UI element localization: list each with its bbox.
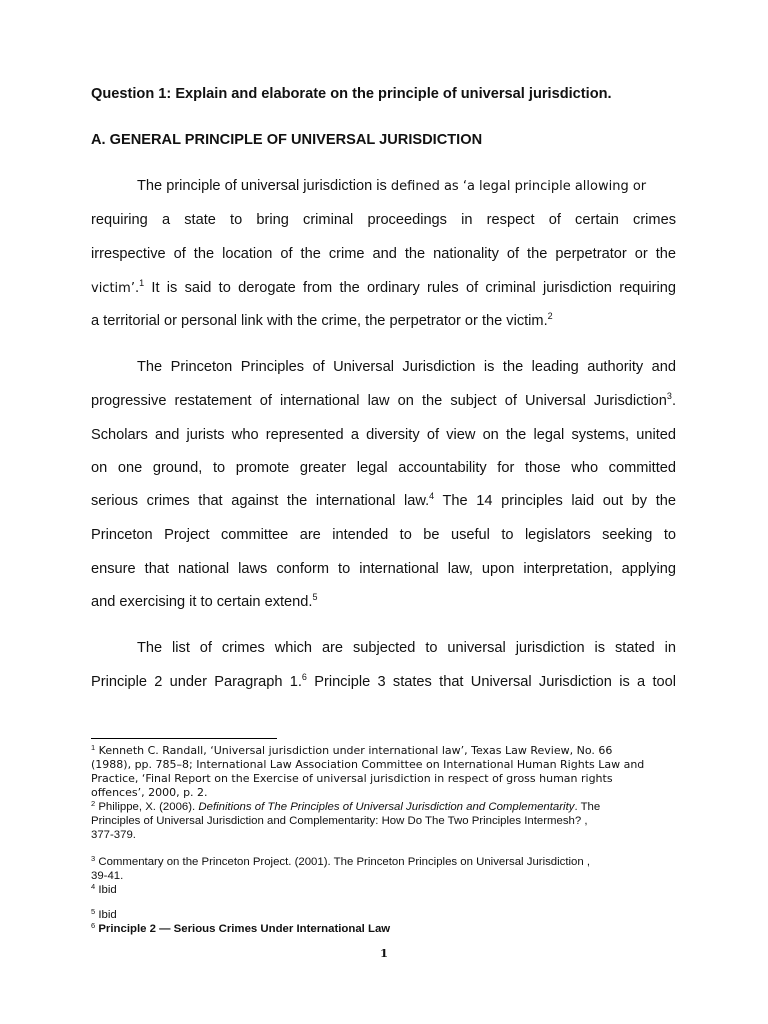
footnote-text: offences’, 2000, p. 2. [91,786,208,799]
paragraph-2-line-8 [91,593,676,611]
paragraph-2-line-2 [91,392,676,410]
footnote-text: Philippe, X. (2006). [95,801,199,813]
paragraph-2-line-6: Princeton Project committee are intended to be useful to legislators seeking to [91,527,676,543]
text-run: and exercising it to certain extend. [91,594,313,610]
paragraph-1-line-5 [91,312,676,330]
paragraph-1-line-2: requiring a state to bring criminal proceedings in respect of certain crimes [91,212,676,228]
footnote-text: Ibid [95,884,117,896]
page-number: 1 [379,946,388,960]
footnote-ref-3[interactable]: 3 [666,391,672,401]
paragraph-2-line-5 [91,492,676,510]
section-heading: A. GENERAL PRINCIPLE OF UNIVERSAL JURISDICTION [91,132,483,148]
footnote-ref-1[interactable]: 1 [139,278,145,288]
paragraph-3-line-2 [91,673,676,691]
paragraph-1-line-4 [91,279,676,298]
footnote-ref-5[interactable]: 5 [312,592,318,602]
text-run: progressive restatement of international law on the subject of Universal Jurisdiction [91,393,667,409]
footnote-text: Principles of Universal Jurisdiction and Complementarity: How Do The Two Principles Intermesh? , [91,815,588,827]
paragraph-2-line-7: ensure that national laws conform to international law, upon interpretation, applying [91,561,676,577]
footnote-number: 3 [91,854,96,863]
text-run: a territorial or personal link with the crime, the perpetrator or the victim. [91,313,548,329]
paragraph-1-line-3: irrespective of the location of the crime and the nationality of the perpetrator or the [91,246,676,262]
text-run: Principle 2 under Paragraph 1. [91,674,302,690]
footnote-text: 39-41. [91,870,124,882]
footnote-number: 2 [91,799,96,808]
footnote-text: Principle 2 — Serious Crimes Under International Law [95,923,391,935]
footnote-text: (1988), pp. 785–8; International Law Association Committee on International Human Rights Law and [91,758,645,771]
text-run: The 14 principles laid out by the [434,493,676,509]
paragraph-3-line-1: The list of crimes which are subjected to universal jurisdiction is stated in [137,640,676,656]
text-run: serious crimes that against the international law. [91,493,430,509]
question-heading: Question 1: Explain and elaborate on the principle of universal jurisdiction. [91,86,612,102]
paragraph-2-line-3: Scholars and jurists who represented a diversity of view on the legal systems, united [91,427,676,443]
paragraph-2-line-1: The Princeton Principles of Universal Jurisdiction is the leading authority and [137,359,676,375]
text-run: Principle 3 states that Universal Jurisdiction is a tool [306,674,676,690]
footnote-separator [91,738,277,739]
footnote-text: . The [574,801,601,813]
text-run: . [671,393,676,409]
footnote-ref-4[interactable]: 4 [429,491,435,501]
quoted-definition: defined as ‘a legal principle allowing or [390,179,647,194]
footnote-3 [91,855,681,883]
paragraph-2-line-4: on one ground, to promote greater legal accountability for those who committed [91,460,676,476]
text-run: It is said to derogate from the ordinary rules of criminal jurisdiction requiring [144,280,676,296]
footnote-text: Kenneth C. Randall, ‘Universal jurisdiction under international law’, Texas Law Review, No. 66 [95,744,613,757]
footnote-1 [91,744,681,800]
footnote-5 [91,908,681,922]
footnote-number: 5 [91,907,96,916]
footnote-2 [91,800,681,842]
footnote-number: 1 [91,743,96,752]
footnote-ref-6[interactable]: 6 [301,672,307,682]
paragraph-1-line-1 [91,177,676,196]
footnote-title: Definitions of The Principles of Universal Jurisdiction and Complementarity [198,801,575,813]
footnote-6 [91,922,681,936]
text-run: The principle of universal jurisdiction is [137,178,391,194]
footnote-text: 377-379. [91,829,136,841]
footnote-ref-2[interactable]: 2 [547,311,553,321]
footnote-number: 4 [91,882,96,891]
footnote-text: Ibid [95,909,117,921]
footnote-number: 6 [91,921,96,930]
footnote-text: Practice, ‘Final Report on the Exercise of universal jurisdiction in respect of gross human rights [91,772,613,785]
quoted-definition-end: victim’. [91,281,140,296]
footnote-4 [91,883,681,897]
footnote-text: Commentary on the Princeton Project. (2001). The Princeton Principles on Universal Jurisdiction , [95,856,591,868]
